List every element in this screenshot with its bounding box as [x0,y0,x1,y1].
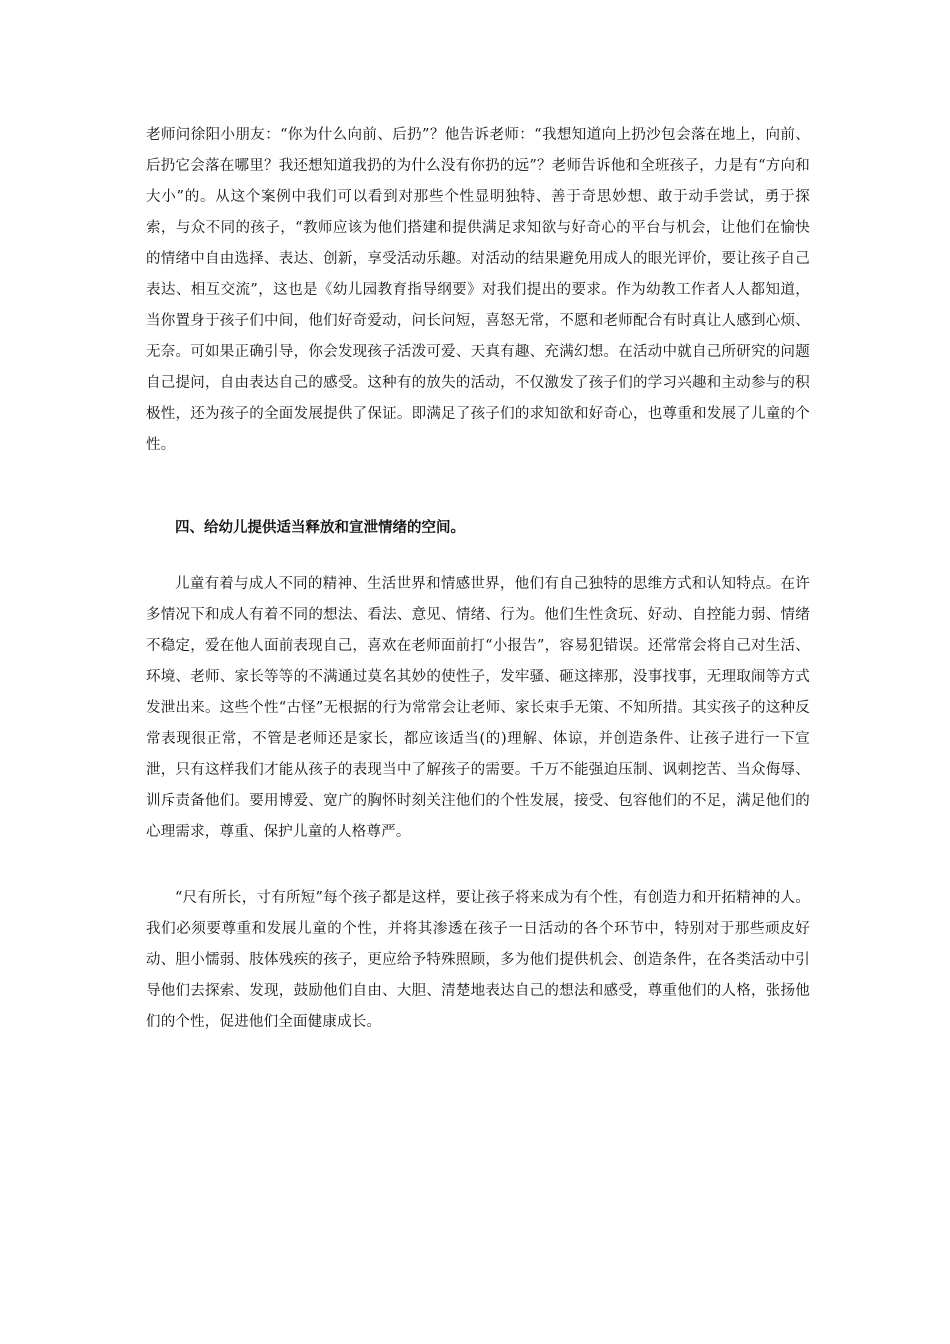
body-paragraph-conclusion: “尺有所长，寸有所短”每个孩子都是这样，要让孩子将来成为有个性，有创造力和开拓精神的人。我们必须要尊重和发展儿童的个性，并将其渗透在孩子一日活动的各个环节中，特别对于那些顽皮好动、胆小懦弱、肢体残疾的孩子，更应给予特殊照顾，多为他们提供机会、创造条件，在各类活动中引导他们去探索、发现，鼓励他们自由、大胆、清楚地表达自己的想法和感受，尊重他们的人格，张扬他们的个性，促进他们全面健康成长。 [146,890,810,1030]
section-heading-4: 四、给幼儿提供适当释放和宣泄情绪的空间。 [175,519,465,536]
body-paragraph-case-study: 老师问徐阳小朋友：“你为什么向前、后扔”？他告诉老师：“我想知道向上扔沙包会落在地上，向前、后扔它会落在哪里？我还想知道我扔的为什么没有你扔的远”？老师告诉他和全班孩子，力是有“方向和大小”的。从这个案例中我们可以看到对那些个性显明独特、善于奇思妙想、敢于动手尝试，勇于探索，与众不同的孩子，“教师应该为他们搭建和提供满足求知欲与好奇心的平台与机会，让他们在愉快的情绪中自由选择、表达、创新，享受活动乐趣。对活动的结果避免用成人的眼光评价，要让孩子自己表达、相互交流”，这也是《幼儿园教育指导纲要》对我们提出的要求。作为幼教工作者人人都知道，当你置身于孩子们中间，他们好奇爱动，问长问短，喜怒无常，不愿和老师配合有时真让人感到心烦、无奈。可如果正确引导，你会发现孩子活泼可爱、天真有趣、充满幻想。在活动中就自己所研究的问题自己提问，自由表达自己的感受。这种有的放失的活动，不仅激发了孩子们的学习兴趣和主动参与的积极性，还为孩子的全面发展提供了保证。即满足了孩子们的求知欲和好奇心，也尊重和发展了儿童的个性。 [146,127,810,453]
body-paragraph-emotions: 儿童有着与成人不同的精神、生活世界和情感世界，他们有自己独特的思维方式和认知特点。在许多情况下和成人有着不同的想法、看法、意见、情绪、行为。他们生性贪玩、好动、自控能力弱、情绪不稳定，爱在他人面前表现自己，喜欢在老师面前打“小报告”，容易犯错误。还常常会将自己对生活、环境、老师、家长等等的不满通过莫名其妙的使性子，发牢骚、砸这摔那，没事找事，无理取闹等方式发泄出来。这些个性“古怪”无根据的行为常常会让老师、家长束手无策、不知所措。其实孩子的这种反常表现很正常，不管是老师还是家长，都应该适当(的)理解、体谅，并创造条件、让孩子进行一下宣泄，只有这样我们才能从孩子的表现当中了解孩子的需要。千万不能强迫压制、讽刺挖苦、当众侮辱、训斥责备他们。要用博爱、宽广的胸怀时刻关注他们的个性发展，接受、包容他们的不足，满足他们的心理需求，尊重、保护儿童的人格尊严。 [146,576,810,840]
